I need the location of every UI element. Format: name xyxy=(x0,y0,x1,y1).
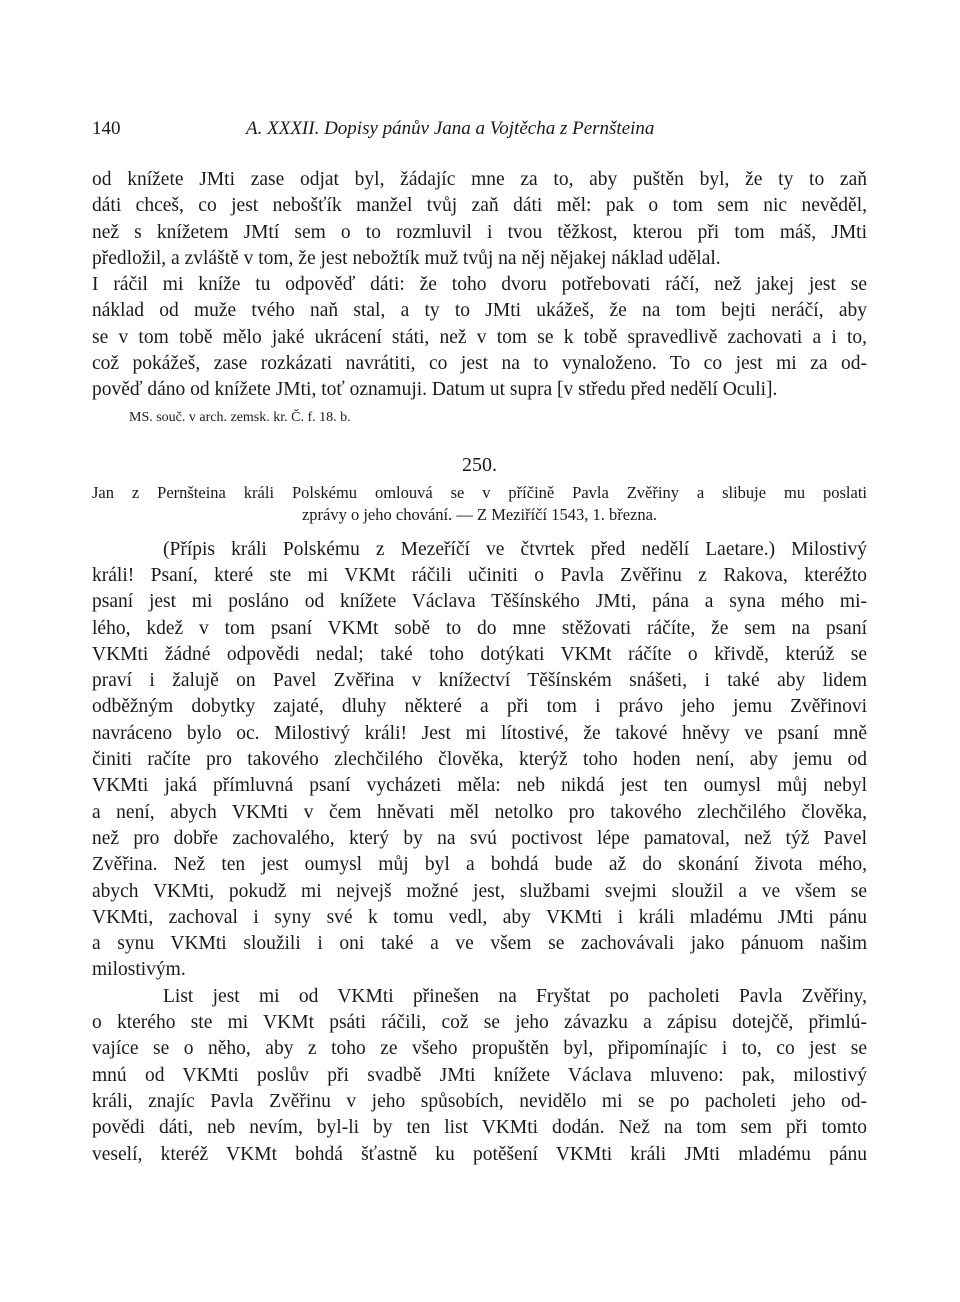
document-number: 250. xyxy=(462,453,497,476)
text-line: se v tom tobě mělo jaké ukrácení státi, než v tom se k tobě spravedlivě zachovati a i to, xyxy=(92,326,867,348)
regest-line: zprávy o jeho chování. — Z Meziříčí 1543, 1. března. xyxy=(301,505,658,525)
letter-paragraph-2 xyxy=(92,984,867,1168)
text-line: pověď dáno od knížete JMti, toť oznamuji. Datum ut supra [v středu před nedělí Oculi]. xyxy=(92,379,778,401)
text-line: náklad od muže tvého naň stal, a ty to JMti ukážeš, že na tom bejti neráčí, aby xyxy=(92,300,867,322)
text-line: králi! Psaní, které ste mi VKMt ráčili učiniti o Pavla Zvěřinu z Rakova, kteréžto xyxy=(92,564,867,586)
text-line: List jest mi od VKMti přinešen na Fryštat po pacholeti Pavla Zvěřiny, xyxy=(163,985,867,1007)
text-line: králi, znajíc Pavla Zvěřinu v jeho spůsobích, nevidělo mi se po pacholeti jeho od- xyxy=(92,1090,867,1112)
source-note: MS. souč. v arch. zemsk. kr. Č. f. 18. b. xyxy=(129,409,351,425)
letter-paragraph-1 xyxy=(92,537,867,984)
text-line: I ráčil mi kníže tu odpověď dáti: že toho dvoru potřebovati ráčí, než jakej jest se xyxy=(92,274,867,296)
text-line: VKMti, zachoval i syny své k tomu vedl, aby VKMti i králi mladému JMti pánu xyxy=(92,906,867,928)
text-line: VKMti žádné odpovědi nedal; také toho dotýkati VKMt ráčíte o křivdě, kterúž se xyxy=(92,643,867,665)
text-line: VKMti jaká přímluvná psaní vycházeti měla: neb nikdá jest ten oumysl můj nebyl xyxy=(92,775,867,797)
text-line: abych VKMti, pokudž mi nejvejš možné jest, službami svejmi sloužil a ve všem se xyxy=(92,880,867,902)
text-line: vajíce se o něho, aby z toho ze všeho propuštěn byl, připomínajíc i to, co jest se xyxy=(92,1038,867,1060)
text-line: psaní jest mi posláno od knížete Václava Těšínského JMti, pána a syna mého mi- xyxy=(92,591,867,613)
text-line: činiti račíte pro takového zlechčilého člověka, kterýž toho hoden není, aby jemu od xyxy=(92,749,867,771)
text-line: milostivým. xyxy=(92,959,186,981)
text-line: mnú od VKMti poslův při svadbě JMti knížete Václava mluveno: pak, milostivý xyxy=(92,1064,867,1086)
text-line: a synu VKMti sloužili i oni také a ve všem se zachovávali jako pánuom našim xyxy=(92,933,867,955)
text-line: což pokážeš, zase rozkázati navrátiti, co jest na to vynaloženo. To co jest mi za od- xyxy=(92,353,867,375)
text-line: lého, kdež v tom psaní VKMt sobě to do mne stěžovati ráčíte, že sem na psaní xyxy=(92,617,867,639)
text-line: od knížete JMti zase odjat byl, žádajíc mne za to, aby puštěn byl, že ty to zaň xyxy=(92,169,867,190)
page-number: 140 xyxy=(92,118,121,139)
text-line: veselí, kteréž VKMt bohdá šťastně ku potěšení VKMti králi JMti mladému pánu xyxy=(92,1143,867,1165)
regest-line: Jan z Pernšteina králi Polskému omlouvá se v příčině Pavla Zvěřiny a slibuje mu poslati xyxy=(92,482,867,502)
text-line: (Přípis králi Polskému z Mezeříčí ve čtvrtek před nedělí Laetare.) Milostivý xyxy=(163,538,867,560)
running-title: A. XXXII. Dopisy pánův Jana a Vojtěcha z Pernšteina xyxy=(246,118,655,139)
text-line: než s knížetem JMtí sem o to rozmluvil i tvou těžkost, kterou při tom máš, JMti xyxy=(92,221,867,243)
text-line: povědi dáti, neb nevím, byl-li by ten list VKMti dodán. Než na tom sem při tomto xyxy=(92,1117,867,1139)
text-line: praví i žalujě on Pavel Zvěřina v knížectví Těšínském snášeti, i také aby lidem xyxy=(92,670,867,692)
previous-document-text xyxy=(92,167,867,404)
text-line: navráceno bylo oc. Milostivý králi! Jest mi lítostivé, že takové hněvy ve psaní mně xyxy=(92,722,867,744)
text-line: o kterého ste mi VKMt psáti ráčili, což se jeho závazku a zápisu dotejčě, přimlú- xyxy=(92,1012,867,1034)
running-head xyxy=(92,118,867,148)
text-line: než pro dobře zachovalého, který by na svú poctivost lépe pamatoval, než týž Pavel xyxy=(92,827,867,849)
text-line: dáti chceš, co jest nebošťík manžel tvůj zaň dáti měl: pak o tom sem nic nevěděl, xyxy=(92,195,867,217)
text-line: a není, abych VKMti v čem hněvati měl netolko pro takového zlechčilého člověka, xyxy=(92,801,867,823)
document-regest xyxy=(92,482,867,527)
document-page xyxy=(92,118,867,1168)
text-line: Zvěřina. Než ten jest oumysl můj byl a bohdá bude až do skonání života mého, xyxy=(92,854,867,876)
text-line: odběžným dobytky zajaté, dluhy některé a při tom i právo jeho jemu Zvěřinovi xyxy=(92,696,867,718)
text-line: předložil, a zvláště v tom, že jest nebožtík muž tvůj na něj nějakej náklad udělal. xyxy=(92,247,721,269)
